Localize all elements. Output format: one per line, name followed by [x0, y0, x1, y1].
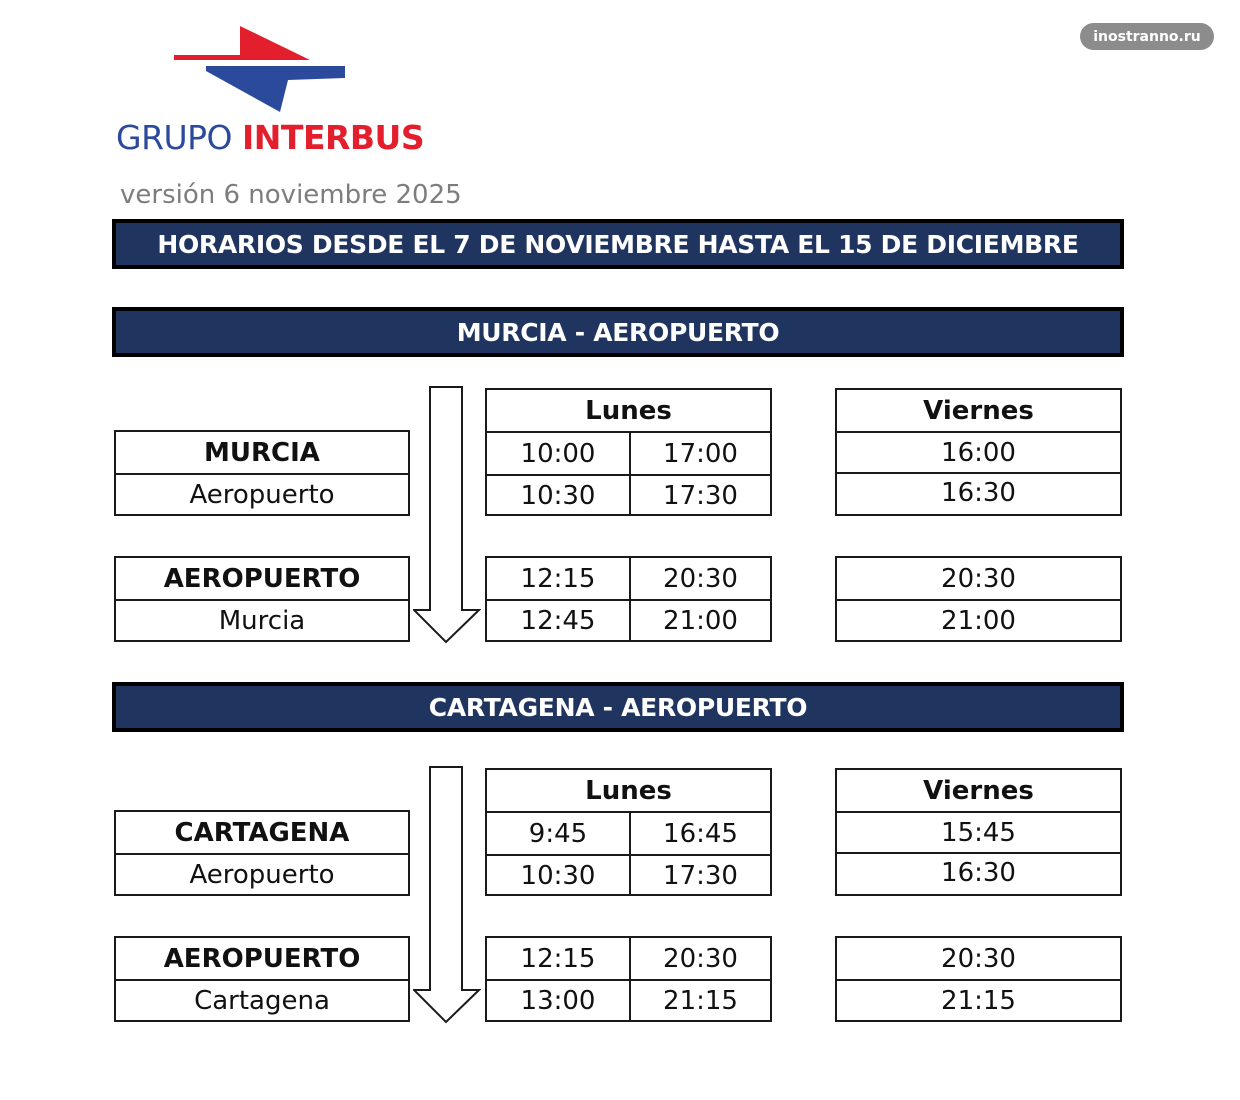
time-cell: 16:45: [629, 813, 770, 854]
origin-label: AEROPUERTO: [163, 563, 361, 594]
lunes-outbound-table: [485, 768, 772, 896]
time-cell: 20:30: [629, 938, 770, 979]
origin-label: CARTAGENA: [174, 817, 350, 848]
logo-interbus-text: INTERBUS: [242, 118, 425, 157]
lunes-header: Lunes: [585, 395, 672, 426]
time-cell: 17:00: [629, 433, 770, 474]
time-cell: 16:30: [837, 472, 1120, 512]
logo-grupo-text: GRUPO: [116, 118, 233, 157]
time-cell: 21:00: [837, 599, 1120, 640]
station-box-cartagena-outbound: [114, 810, 410, 896]
time-cell: 12:45: [520, 606, 596, 636]
destination-label: Aeropuerto: [116, 853, 408, 894]
section-title-murcia: MURCIA - AEROPUERTO: [112, 307, 1124, 357]
time-cell: 10:00: [520, 438, 596, 469]
section-title-cartagena: CARTAGENA - AEROPUERTO: [112, 682, 1124, 732]
viernes-header: Viernes: [923, 775, 1034, 806]
logo-wordmark: [116, 118, 424, 158]
station-box-cartagena-return: [114, 936, 410, 1022]
time-cell: 13:00: [520, 986, 596, 1016]
destination-label: Murcia: [116, 599, 408, 640]
viernes-return-table: [835, 936, 1122, 1022]
time-cell: 20:30: [941, 943, 1016, 974]
direction-arrow-icon: [413, 766, 481, 1024]
direction-arrow-icon: [413, 386, 481, 644]
origin-label: AEROPUERTO: [163, 943, 361, 974]
interbus-logo-mark: [170, 22, 350, 117]
time-cell: 20:30: [941, 563, 1016, 594]
watermark-badge: inostranno.ru: [1080, 23, 1214, 50]
time-cell: 9:45: [528, 818, 588, 849]
lunes-outbound-table: [485, 388, 772, 516]
version-text: versión 6 noviembre 2025: [120, 180, 462, 210]
viernes-outbound-table: [835, 768, 1122, 896]
time-cell: 17:30: [629, 856, 770, 896]
viernes-return-table: [835, 556, 1122, 642]
station-box-murcia-return: [114, 556, 410, 642]
time-cell: 21:00: [629, 601, 770, 641]
schedule-period-banner: HORARIOS DESDE EL 7 DE NOVIEMBRE HASTA EL 15 DE DICIEMBRE: [112, 219, 1124, 269]
time-cell: 10:30: [520, 481, 596, 511]
time-cell: 21:15: [629, 981, 770, 1021]
time-cell: 16:00: [837, 431, 1120, 472]
origin-label: MURCIA: [204, 437, 320, 468]
destination-label: Aeropuerto: [116, 473, 408, 514]
lunes-header: Lunes: [585, 775, 672, 806]
lunes-return-table: [485, 936, 772, 1022]
time-cell: 15:45: [837, 811, 1120, 852]
time-cell: 10:30: [520, 861, 596, 891]
time-cell: 16:30: [837, 852, 1120, 892]
viernes-outbound-table: [835, 388, 1122, 516]
destination-label: Cartagena: [116, 979, 408, 1020]
time-cell: 17:30: [629, 476, 770, 516]
lunes-return-table: [485, 556, 772, 642]
station-box-murcia-outbound: [114, 430, 410, 516]
time-cell: 12:15: [520, 943, 596, 974]
viernes-header: Viernes: [923, 395, 1034, 426]
time-cell: 12:15: [520, 563, 596, 594]
time-cell: 20:30: [629, 558, 770, 599]
time-cell: 21:15: [837, 979, 1120, 1020]
